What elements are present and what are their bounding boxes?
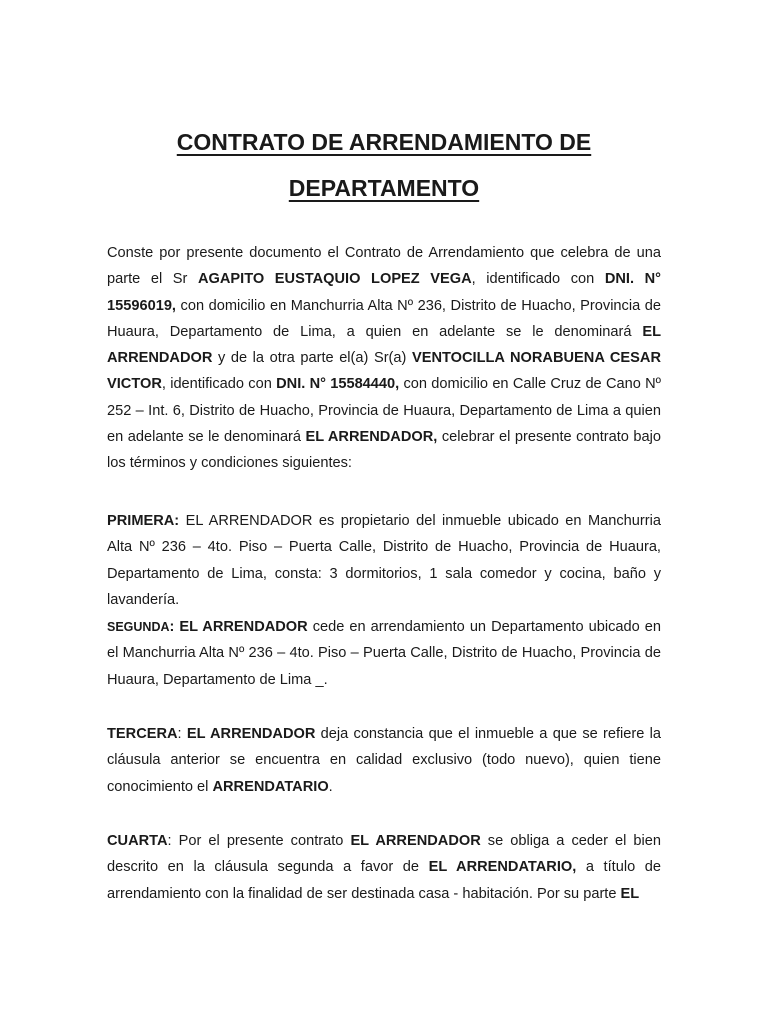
arrendador-term: EL ARRENDADOR [350,833,481,849]
clause-text: se obliga a ceder el bien descrito en la cláusula segunda a favor de [107,833,662,876]
clause-label: TERCERA [107,726,178,742]
clause-text: : Por el presente contrato [167,833,351,849]
clause-cuarta [107,828,661,907]
arrendador-name: AGAPITO EUSTAQUIO LOPEZ VEGA [197,271,472,288]
clause-trailing-term: EL [620,885,640,902]
arrendador-term: EL ARRENDADOR [174,619,308,635]
intro-text: Conste por presente documento el Contrato de Arrendamiento que celebra de una parte el Sr [107,245,661,288]
clause-colon: : [169,619,175,635]
arrendatario-dni: DNI. N° 15584440, [276,376,400,393]
arrendatario-term: ARRENDATARIO [212,778,329,795]
arrendador-term: EL ARRENDADOR [186,726,316,742]
clause-label: CUARTA [107,833,168,849]
intro-text: con domicilio en Manchurria Alta Nº 236, Distrito de Huacho, Provincia de Huaura, Departamento de Lima, a quien en adelante se le denominará [107,297,661,340]
clause-label: SEGUNDA [107,620,170,634]
document-title-line-2: DEPARTAMENTO [288,175,480,201]
clause-label: PRIMERA: [107,513,180,529]
clause-text: EL ARRENDADOR es propietario del inmueble ubicado en Manchurria Alta Nº 236 – 4to. Piso – Puerta Calle, Distrito de Huacho, Provincia de Huaura, Departamento de Lima, consta: 3 dormitorios, 1 sala comedor y cocina, baño y lavandería. [107,513,661,608]
arrendador-term: EL ARRENDADOR [107,323,661,367]
clause-text: deja constancia que el inmueble a que se refiere la cláusula anterior se encuentra en calidad exclusivo (todo nuevo), quien tiene conocimiento el [107,726,661,795]
clause-text: a título de arrendamiento con la finalidad de ser destinada casa - habitación. Por su parte [107,859,661,902]
intro-text: celebrar el presente contrato bajo los términos y condiciones siguientes: [107,429,661,472]
arrendatario-name: VENTOCILLA NORABUENA CESAR VICTOR [107,350,661,393]
arrendador-term: EL ARRENDADOR, [305,429,438,446]
intro-text: con domicilio en Calle Cruz de Cano Nº 252 – Int. 6, Distrito de Huacho, Provincia de Huaura, Departamento de Lima a quien en adelante se le denominará [107,376,661,446]
clause-tercera [107,721,661,800]
arrendatario-term: EL ARRENDATARIO, [428,859,577,876]
intro-text: , identificado con [161,376,277,393]
intro-text: y de la otra parte el(a) Sr(a) [212,350,412,367]
clause-primera [107,508,661,613]
intro-paragraph [107,240,661,477]
clause-text: cede en arrendamiento un Departamento ubicado en el Manchurria Alta Nº 236 – 4to. Piso – Puerta Calle, Distrito de Huacho, Provincia de Huaura, Departamento de Lima _. [107,619,661,688]
document-title-line-1: CONTRATO DE ARRENDAMIENTO DE [176,129,592,155]
clause-text: : [177,726,187,742]
clause-text: . [328,778,333,795]
arrendador-dni: DNI. N° 15596019, [107,271,661,314]
intro-text: , identificado con [471,271,605,288]
clause-segunda [107,614,661,693]
